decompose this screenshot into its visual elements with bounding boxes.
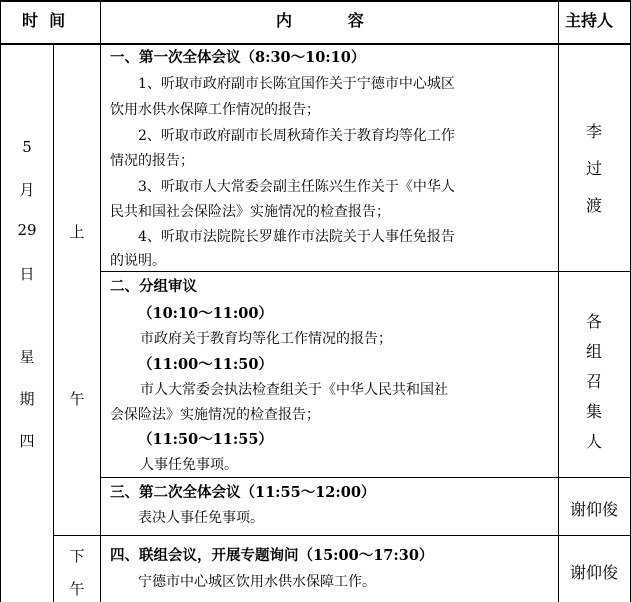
host-3: 谢仰俊 — [569, 500, 618, 519]
agenda-line: 的说明。 — [110, 253, 166, 269]
host-4: 谢仰俊 — [569, 563, 618, 582]
period-char: 下 — [69, 547, 85, 565]
agenda-line: 3、听取市人大常委会副主任陈兴生作关于《中华人 — [138, 179, 455, 195]
agenda-title: 一、第一次全体会议（8:30～10:10） — [110, 49, 366, 66]
period-char: 午 — [69, 580, 85, 598]
agenda-line: 人事任免事项。 — [140, 457, 238, 473]
agenda-line: 市政府关于教育均等化工作情况的报告； — [140, 331, 392, 347]
header-time: 时 间 — [22, 11, 66, 30]
agenda-line: 情况的报告； — [110, 153, 194, 169]
date-char: 29 — [17, 221, 37, 239]
header-bottom-border — [0, 43, 631, 45]
date-char: 日 — [19, 265, 35, 283]
host-char: 过 — [585, 159, 602, 178]
row2-bottom-border — [100, 477, 631, 478]
left-border — [0, 0, 1, 602]
agenda-line: 饮用水供水保障工作情况的报告； — [110, 102, 320, 118]
host-char: 渡 — [585, 196, 602, 215]
date-char: 5 — [22, 138, 32, 156]
agenda-line: 民共和国社会保险法》实施情况的检查报告； — [110, 204, 390, 220]
agenda-line: 2、听取市政府副市长周秋琦作关于教育均等化工作 — [138, 128, 455, 144]
row1-bottom-border — [100, 271, 631, 272]
agenda-line: 市人大常委会执法检查组关于《中华人民共和国社 — [140, 382, 448, 398]
agenda-time: （11:50～11:55） — [138, 431, 273, 448]
host-char: 召 — [585, 372, 602, 391]
date-char: 四 — [19, 432, 35, 450]
agenda-line: 4、听取市法院院长罗雄作市法院关于人事任免报告 — [138, 229, 455, 245]
agenda-line: 表决人事任免事项。 — [138, 510, 264, 526]
date-col-divider — [53, 43, 54, 602]
agenda-time: （10:10～11:00） — [138, 305, 273, 322]
date-char: 期 — [19, 390, 35, 408]
agenda-title: 四、联组会议，开展专题询问（15:00～17:30） — [110, 547, 434, 564]
time-content-divider — [100, 0, 101, 602]
date-char: 月 — [19, 181, 35, 199]
period-char: 上 — [69, 223, 85, 241]
date-char: 星 — [19, 348, 35, 366]
host-char: 人 — [585, 432, 602, 451]
agenda-line: 会保险法》实施情况的检查报告； — [110, 407, 320, 423]
agenda-line: 1、听取市政府副市长陈宜国作关于宁德市中心城区 — [138, 76, 455, 92]
table-top-border — [0, 0, 631, 2]
host-char: 各 — [585, 312, 602, 331]
header-host: 主持人 — [565, 11, 614, 30]
agenda-line: 宁德市中心城区饮用水供水保障工作。 — [138, 574, 376, 590]
agenda-title: 三、第二次全体会议（11:55～12:00） — [110, 484, 376, 501]
host-char: 李 — [585, 122, 602, 141]
header-content: 内 容 — [276, 11, 364, 30]
agenda-title: 二、分组审议 — [110, 278, 197, 295]
host-char: 集 — [585, 402, 602, 421]
period-char: 午 — [69, 390, 85, 408]
am-pm-divider — [53, 535, 631, 536]
agenda-time: （11:00～11:50） — [138, 356, 273, 373]
host-char: 组 — [585, 342, 602, 361]
